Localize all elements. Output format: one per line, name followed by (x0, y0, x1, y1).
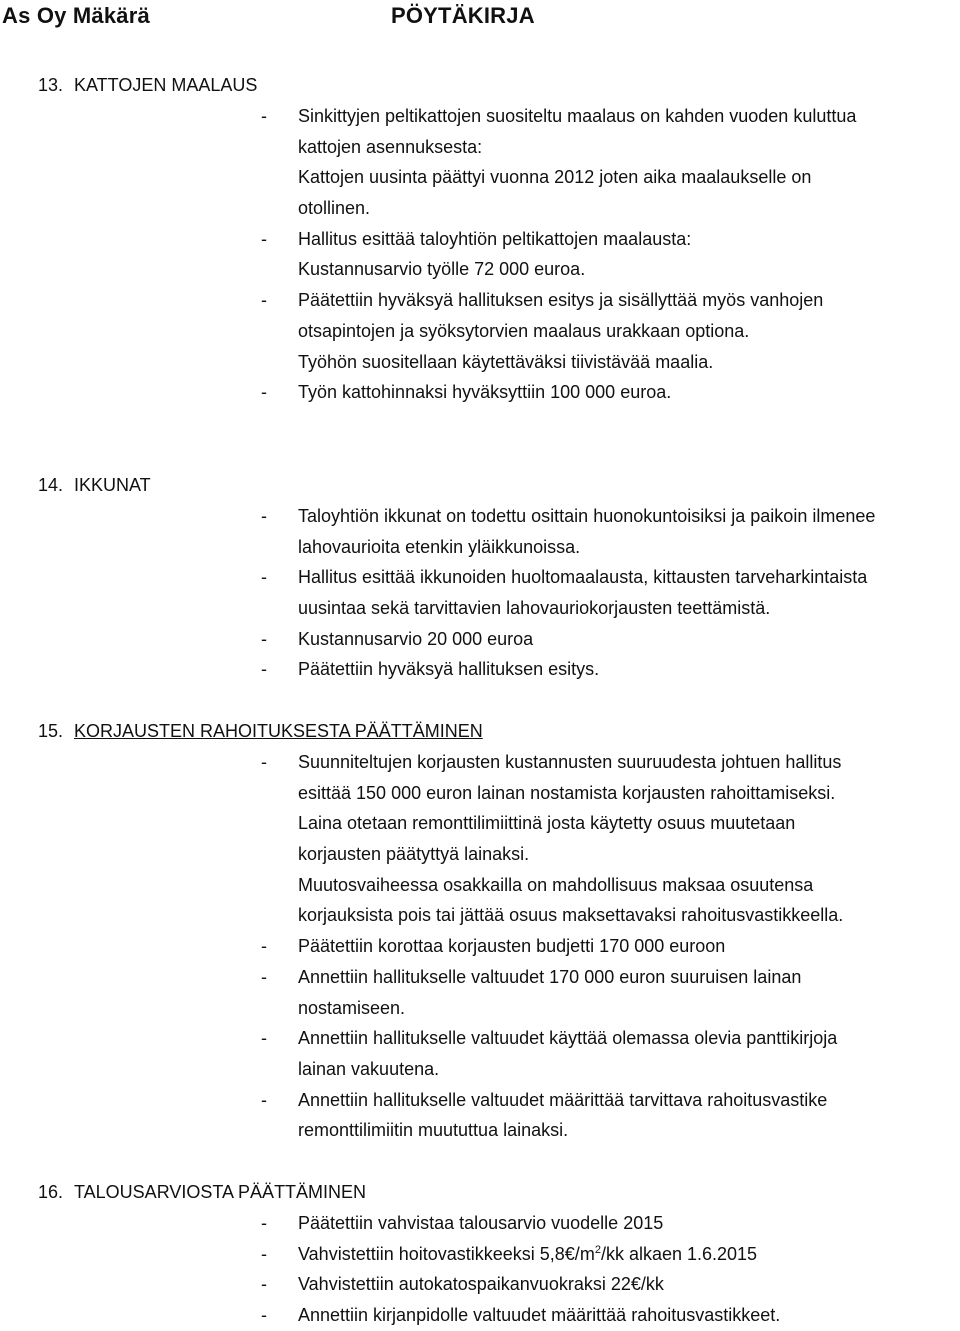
dash-bullet: - (261, 290, 267, 311)
list-item-line: - Taloyhtiön ikkunat on todettu osittain huonokuntoisiksi ja paikoin ilmenee (38, 501, 960, 532)
dash-bullet: - (261, 752, 267, 772)
section-title: KORJAUSTEN RAHOITUKSESTA PÄÄTTÄMINEN (74, 721, 483, 741)
company-name: As Oy Mäkärä (2, 3, 150, 28)
section-13 (38, 70, 960, 408)
list-item-line: - Suunniteltujen korjausten kustannusten suuruudesta johtuen hallitus (38, 747, 960, 778)
fee-line: Vahvistettiin hoitovastikkeeksi $5,8€/m^2/kk$ alkaen 1.6.2015 (298, 1243, 758, 1264)
dash-bullet: - (261, 228, 267, 249)
list-item-line: - Kustannusarvio 20 000 euroa (38, 624, 960, 655)
list-item-line: - Hallitus esittää ikkunoiden huoltomaalausta, kittausten tarveharkintaista (38, 562, 960, 593)
list-item-line: uusintaa sekä tarvittavien lahovauriokorjausten teettämistä. (298, 598, 771, 619)
item-list (38, 1208, 960, 1331)
section-heading (38, 470, 960, 501)
list-item-line: Muutosvaiheessa osakkailla on mahdollisuus maksaa osuutensa (298, 874, 814, 895)
list-item-line: - Työn kattohinnaksi hyväksyttiin 100 000 euroa. (38, 377, 960, 408)
list-item-line: - Päätettiin korottaa korjausten budjetti 170 000 euroon (38, 931, 960, 962)
list-item-line: Työhön suositellaan käytettäväksi tiivistävää maalia. (298, 351, 714, 372)
section-heading (38, 1177, 960, 1208)
dash-bullet: - (261, 1089, 267, 1110)
list-item-line: - Sinkittyjen peltikattojen suositeltu maalaus on kahden vuoden kuluttua (38, 101, 960, 132)
list-item-line: kattojen asennuksesta: (298, 136, 483, 157)
section-number: 14. (38, 475, 64, 495)
dash-bullet: - (261, 1274, 267, 1295)
dash-bullet: - (261, 106, 267, 126)
list-item-line: Kustannusarvio työlle 72 000 euroa. (298, 259, 586, 280)
list-item-line: otollinen. (298, 198, 371, 219)
list-item-line: lahovaurioita etenkin yläikkunoissa. (298, 536, 581, 557)
section-title: IKKUNAT (74, 475, 151, 495)
document-title: PÖYTÄKIRJA (391, 3, 535, 28)
dash-bullet: - (261, 1028, 267, 1049)
dash-bullet: - (261, 506, 267, 526)
dash-bullet: - (261, 659, 267, 680)
section-number: 15. (38, 721, 64, 741)
list-item-line: - Annettiin hallitukselle valtuudet määrittää tarvittava rahoitusvastike (38, 1085, 960, 1116)
page-header (0, 0, 960, 36)
list-item-line: otsapintojen ja syöksytorvien maalaus urakkaan optiona. (298, 320, 750, 341)
list-item-line: nostamiseen. (298, 997, 406, 1018)
list-item-line: lainan vakuutena. (298, 1058, 440, 1079)
section-16 (38, 1177, 960, 1331)
list-item-line: korjauksista pois tai jättää osuus maksettavaksi rahoitusvastikkeella. (298, 905, 844, 926)
exponent: 2 (594, 1243, 601, 1256)
dash-bullet: - (261, 1305, 267, 1326)
list-item-line: - Hallitus esittää taloyhtiön peltikattojen maalausta: (38, 224, 960, 255)
section-heading (38, 716, 960, 747)
item-list (38, 747, 960, 1146)
dash-bullet: - (261, 1243, 267, 1264)
list-item-line: korjausten päätyttyä lainaksi. (298, 844, 530, 865)
section-title: KATTOJEN MAALAUS (74, 75, 258, 95)
item-list (38, 101, 960, 408)
list-item-line: Laina otetaan remonttilimiittinä josta käytetty osuus muutetaan (298, 813, 796, 834)
dash-bullet: - (261, 1213, 267, 1233)
dash-bullet: - (261, 936, 267, 957)
list-item-line: esittää 150 000 euron lainan nostamista korjausten rahoittamiseksi. (298, 782, 836, 803)
list-item-line: - Päätettiin hyväksyä hallituksen esitys ja sisällyttää myös vanhojen (38, 285, 960, 316)
list-item-line: - Päätettiin hyväksyä hallituksen esitys. (38, 654, 960, 685)
list-item-line: - Annettiin kirjanpidolle valtuudet määrittää rahoitusvastikkeet. (38, 1300, 960, 1331)
section-15 (38, 716, 960, 1146)
section-heading (38, 70, 960, 101)
item-list (38, 501, 960, 685)
dash-bullet: - (261, 628, 267, 649)
section-number: 16. (38, 1182, 64, 1202)
list-item-line: remonttilimiitin muututtua lainaksi. (298, 1120, 569, 1141)
list-item-line (38, 1239, 960, 1270)
section-title: TALOUSARVIOSTA PÄÄTTÄMINEN (74, 1182, 367, 1202)
dash-bullet: - (261, 382, 267, 403)
dash-bullet: - (261, 567, 267, 588)
dash-bullet: - (261, 966, 267, 987)
section-number: 13. (38, 75, 64, 95)
list-item-line: - Annettiin hallitukselle valtuudet käyttää olemassa olevia panttikirjoja (38, 1023, 960, 1054)
section-14 (38, 470, 960, 685)
list-item-line: Kattojen uusinta päättyi vuonna 2012 joten aika maalaukselle on (298, 167, 812, 188)
list-item-line: - Annettiin hallitukselle valtuudet 170 000 euron suuruisen lainan (38, 962, 960, 993)
list-item-line: - Päätettiin vahvistaa talousarvio vuodelle 2015 (38, 1208, 960, 1239)
list-item-line: - Vahvistettiin autokatospaikanvuokraksi 22€/kk (38, 1269, 960, 1300)
